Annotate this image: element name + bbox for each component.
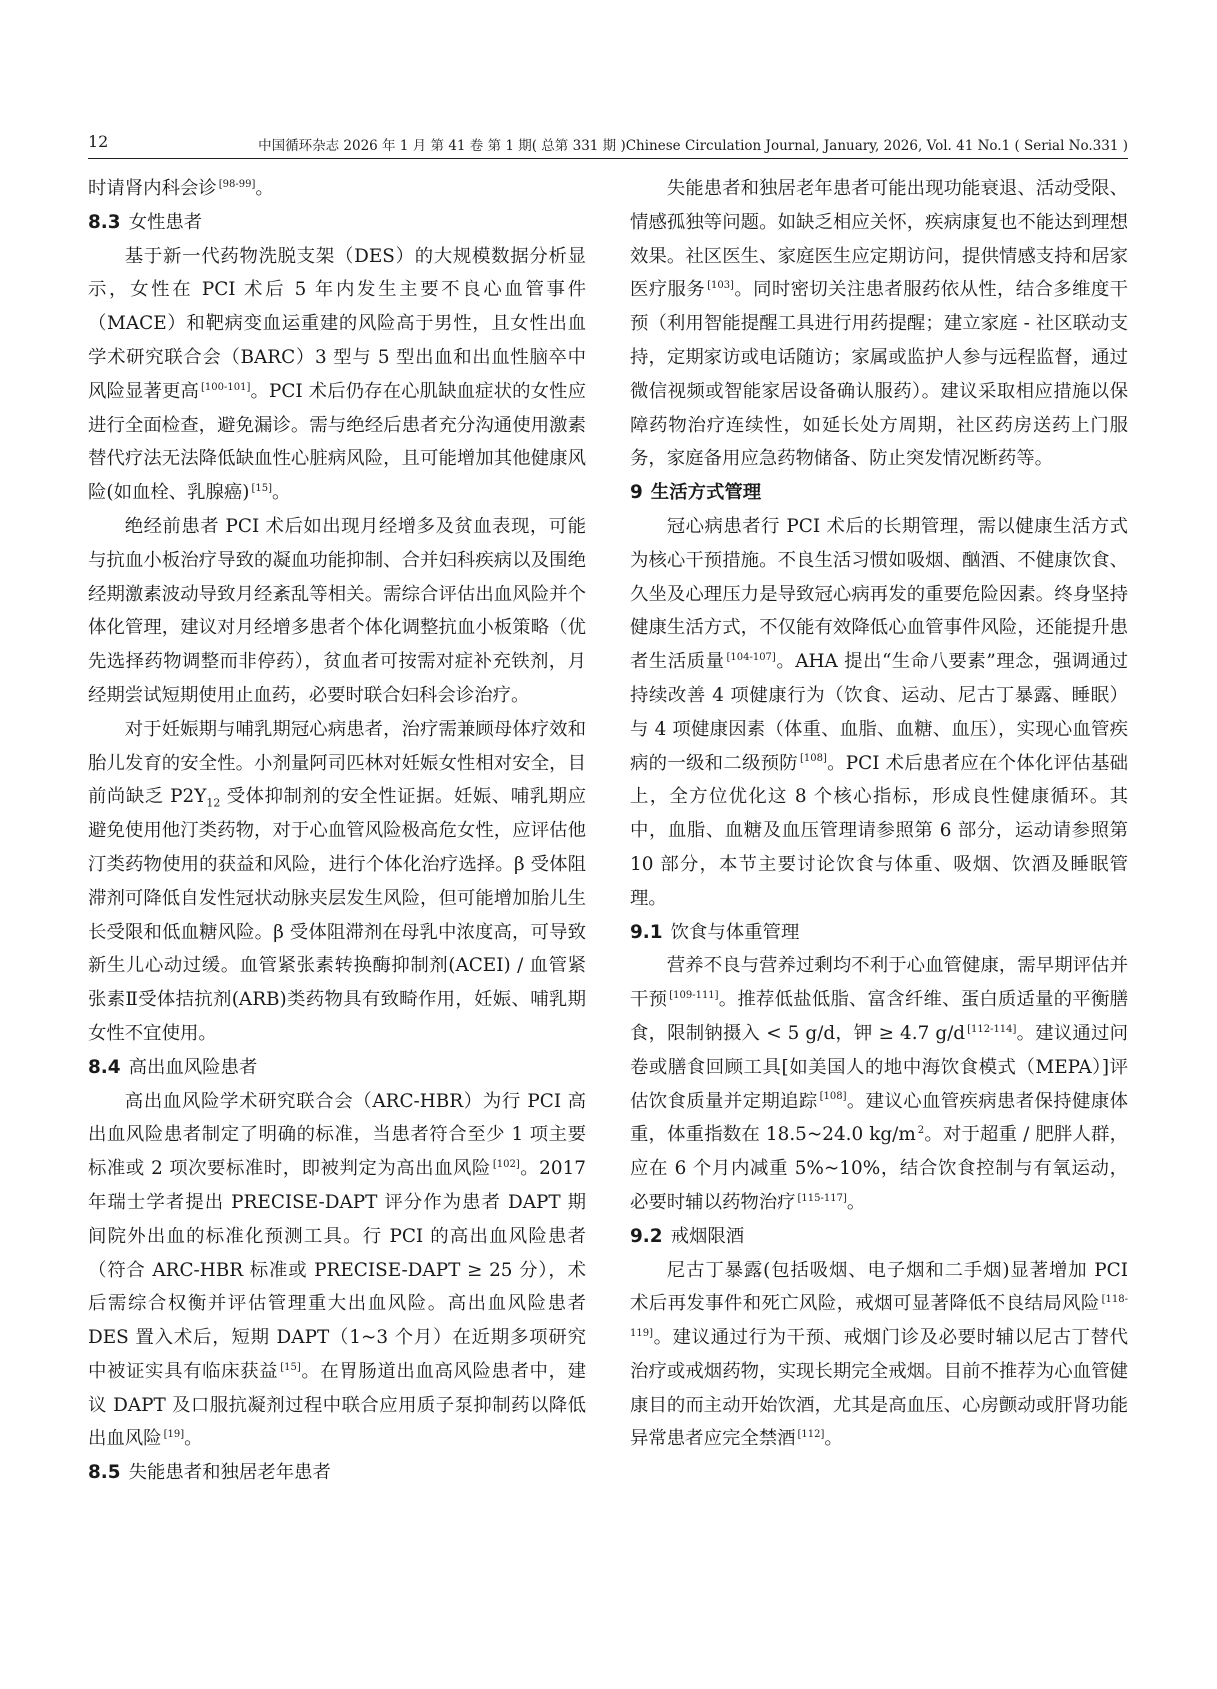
left-column <box>88 172 586 1490</box>
citation: [118-119] <box>630 1294 1128 1339</box>
citation: [100-101] <box>201 381 251 393</box>
paragraph: 尼古丁暴露(包括吸烟、电子烟和二手烟)显著增加 PCI 术后再发事件和死亡风险，戒烟可显著降低不良结局风险 [118-119]。建议通过行为干预、戒烟门诊及必要时辅以尼古丁替代治疗或戒烟药物，实现长期完全戒烟。目前不推荐为心血管健康目的而主动开始饮酒，尤其是高血压、心房颤动或肝肾功能异常患者应完全禁酒 [112]。 <box>630 1259 1128 1450</box>
paragraph: 冠心病患者行 PCI 术后的长期管理，需以健康生活方式为核心干预措施。不良生活习惯如吸烟、酗酒、不健康饮食、久坐及心理压力是导致冠心病再发的重要危险因素。终身坚持健康生活方式，不仅能有效降低心血管事件风险，还能提升患者生活质量 [104-107]。AHA 提出“生命八要素”理念，强调通过持续改善 4 项健康行为（饮食、运动、尼古丁暴露、睡眠）与 4 项健康因素（体重、血脂、血糖、血压），实现心血管疾病的一级和二级预防 [108]。PCI 术后患者应在个体化评估基础上，全方位优化这 8 个核心指标，形成良性健康循环。其中，血脂、血糖及血压管理请参照第 6 部分，运动请参照第 10 部分，本节主要讨论饮食与体重、吸烟、饮酒及睡眠管理。 <box>630 515 1128 909</box>
section-heading-9-2: 9.2 戒烟限酒 <box>630 1225 745 1247</box>
section-heading-8-3: 8.3 女性患者 <box>88 211 203 233</box>
right-column <box>630 172 1128 1456</box>
paragraph: 营养不良与营养过剩均不利于心血管健康，需早期评估并干预 [109-111]。推荐低盐低脂、富含纤维、蛋白质适量的平衡膳食，限制钠摄入 < 5 g/d，钾 ≥ 4.7 g/d [112-114]。建议通过问卷或膳食回顾工具[如美国人的地中海饮食模式（MEPA）]评估饮食质量并定期追踪 [108]。建议心血管疾病患者保持健康体重，体重指数在 18.5~24.0 kg/m $^2$。对于超重 / 肥胖人群，应在 6 个月内减重 5%~10%，结合饮食控制与有氧运动，必要时辅以药物治疗 [115-117]。 <box>630 955 1128 1213</box>
citation: [108] <box>799 753 827 765</box>
section-heading-9-1: 9.1 饮食与体重管理 <box>630 921 800 943</box>
citation: [115-117] <box>797 1192 847 1204</box>
paragraph: 时请肾内科会诊 [98-99]。 <box>88 178 274 199</box>
page-number: 12 <box>88 132 109 151</box>
citation: [112-114] <box>967 1023 1017 1035</box>
citation: [108] <box>819 1091 847 1103</box>
paragraph: 失能患者和独居老年患者可能出现功能衰退、活动受限、情感孤独等问题。如缺乏相应关怀，疾病康复也不能达到理想效果。社区医生、家庭医生应定期访问，提供情感支持和居家医疗服务 [103]。同时密切关注患者服药依从性，结合多维度干预（利用智能提醒工具进行用药提醒；建立家庭 - 社区联动支持，定期家访或电话随访；家属或监护人参与远程监督，通过微信视频或智能家居设备确认服药）。建议采取相应措施以保障药物治疗连续性，如延长处方周期，社区药房送药上门服务，家庭备用应急药物储备、防止突发情况断药等。 <box>630 178 1128 470</box>
section-heading-8-5: 8.5 失能患者和独居老年患者 <box>88 1462 331 1484</box>
paragraph: 高出血风险学术研究联合会（ARC-HBR）为行 PCI 高出血风险患者制定了明确的标准，当患者符合至少 1 项主要标准或 2 项次要标准时，即被判定为高出血风险 [102]。2017 年瑞士学者提出 PRECISE-DAPT 评分作为患者 DAPT 期间院外出血的标准化预测工具。行 PCI 的高出血风险患者（符合 ARC-HBR 标准或 PRECISE-DAPT ≥ 25 分），术后需综合权衡并评估管理重大出血风险。高出血风险患者 DES 置入术后，短期 DAPT（1~3 个月）在近期多项研究中被证实具有临床获益 [15]。在胃肠道出血高风险患者中，建议 DAPT 及口服抗凝剂过程中联合应用质子泵抑制药以降低出血风险 [19]。 <box>88 1090 586 1450</box>
citation: [15] <box>280 1361 301 1373</box>
journal-citation-line: 中国循环杂志 2026 年 1 月 第 41 卷 第 1 期( 总第 331 期 )Chinese Circulation Journal, January, 2026, Vol. 41 No.1 ( Serial No.331 ) <box>258 138 1128 154</box>
paragraph: 基于新一代药物洗脱支架（DES）的大规模数据分析显示，女性在 PCI 术后 5 年内发生主要不良心血管事件（MACE）和靶病变血运重建的风险高于男性，且女性出血学术研究联合会（BARC）3 型与 5 型出血和出血性脑卒中风险显著更高 [100-101]。PCI 术后仍存在心肌缺血症状的女性应进行全面检查，避免漏诊。需与绝经后患者充分沟通使用激素替代疗法无法降低缺血性心脏病风险，且可能增加其他健康风险(如血栓、乳腺癌) [15]。 <box>88 245 586 504</box>
citation: [103] <box>707 280 734 292</box>
citation: [98-99] <box>218 178 256 190</box>
paragraph: 绝经前患者 PCI 术后如出现月经增多及贫血表现，可能与抗血小板治疗导致的凝血功能抑制、合并妇科疾病以及围绝经期激素波动导致月经紊乱等相关。需综合评估出血风险并个体化管理，建议对月经增多患者个体化调整抗血小板策略（优先选择药物调整而非停药），贫血者可按需对症补充铁剂，月经期尝试短期使用止血药，必要时联合妇科会诊治疗。 <box>88 515 586 706</box>
citation: [104-107] <box>726 652 776 664</box>
citation: [102] <box>492 1158 520 1170</box>
citation: [112] <box>797 1429 825 1441</box>
citation: [109-111] <box>669 990 719 1001</box>
page-header <box>88 132 1128 159</box>
section-heading-8-4: 8.4 高出血风险患者 <box>88 1056 258 1078</box>
paragraph: 对于妊娠期与哺乳期冠心病患者，治疗需兼顾母体疗效和胎儿发育的安全性。小剂量阿司匹林对妊娠女性相对安全，目前尚缺乏 $P2Y_{12}$ 受体抑制剂的安全性证据。妊娠、哺乳期应避免使用他汀类药物，对于心血管风险极高危女性，应评估他汀类药物使用的获益和风险，进行个体化治疗选择。β 受体阻滞剂可降低自发性冠状动脉夹层发生风险，但可能增加胎儿生长受限和低血糖风险。β 受体阻滞剂在母乳中浓度高，可导致新生儿心动过缓。血管紧张素转换酶抑制剂(ACEI) / 血管紧张素Ⅱ受体拮抗剂(ARB)类药物具有致畸作用，妊娠、哺乳期女性不宜使用。 <box>88 718 586 1044</box>
citation: [15] <box>251 483 273 495</box>
citation: [19] <box>163 1429 185 1441</box>
section-heading-9: 9 生活方式管理 <box>630 482 762 504</box>
